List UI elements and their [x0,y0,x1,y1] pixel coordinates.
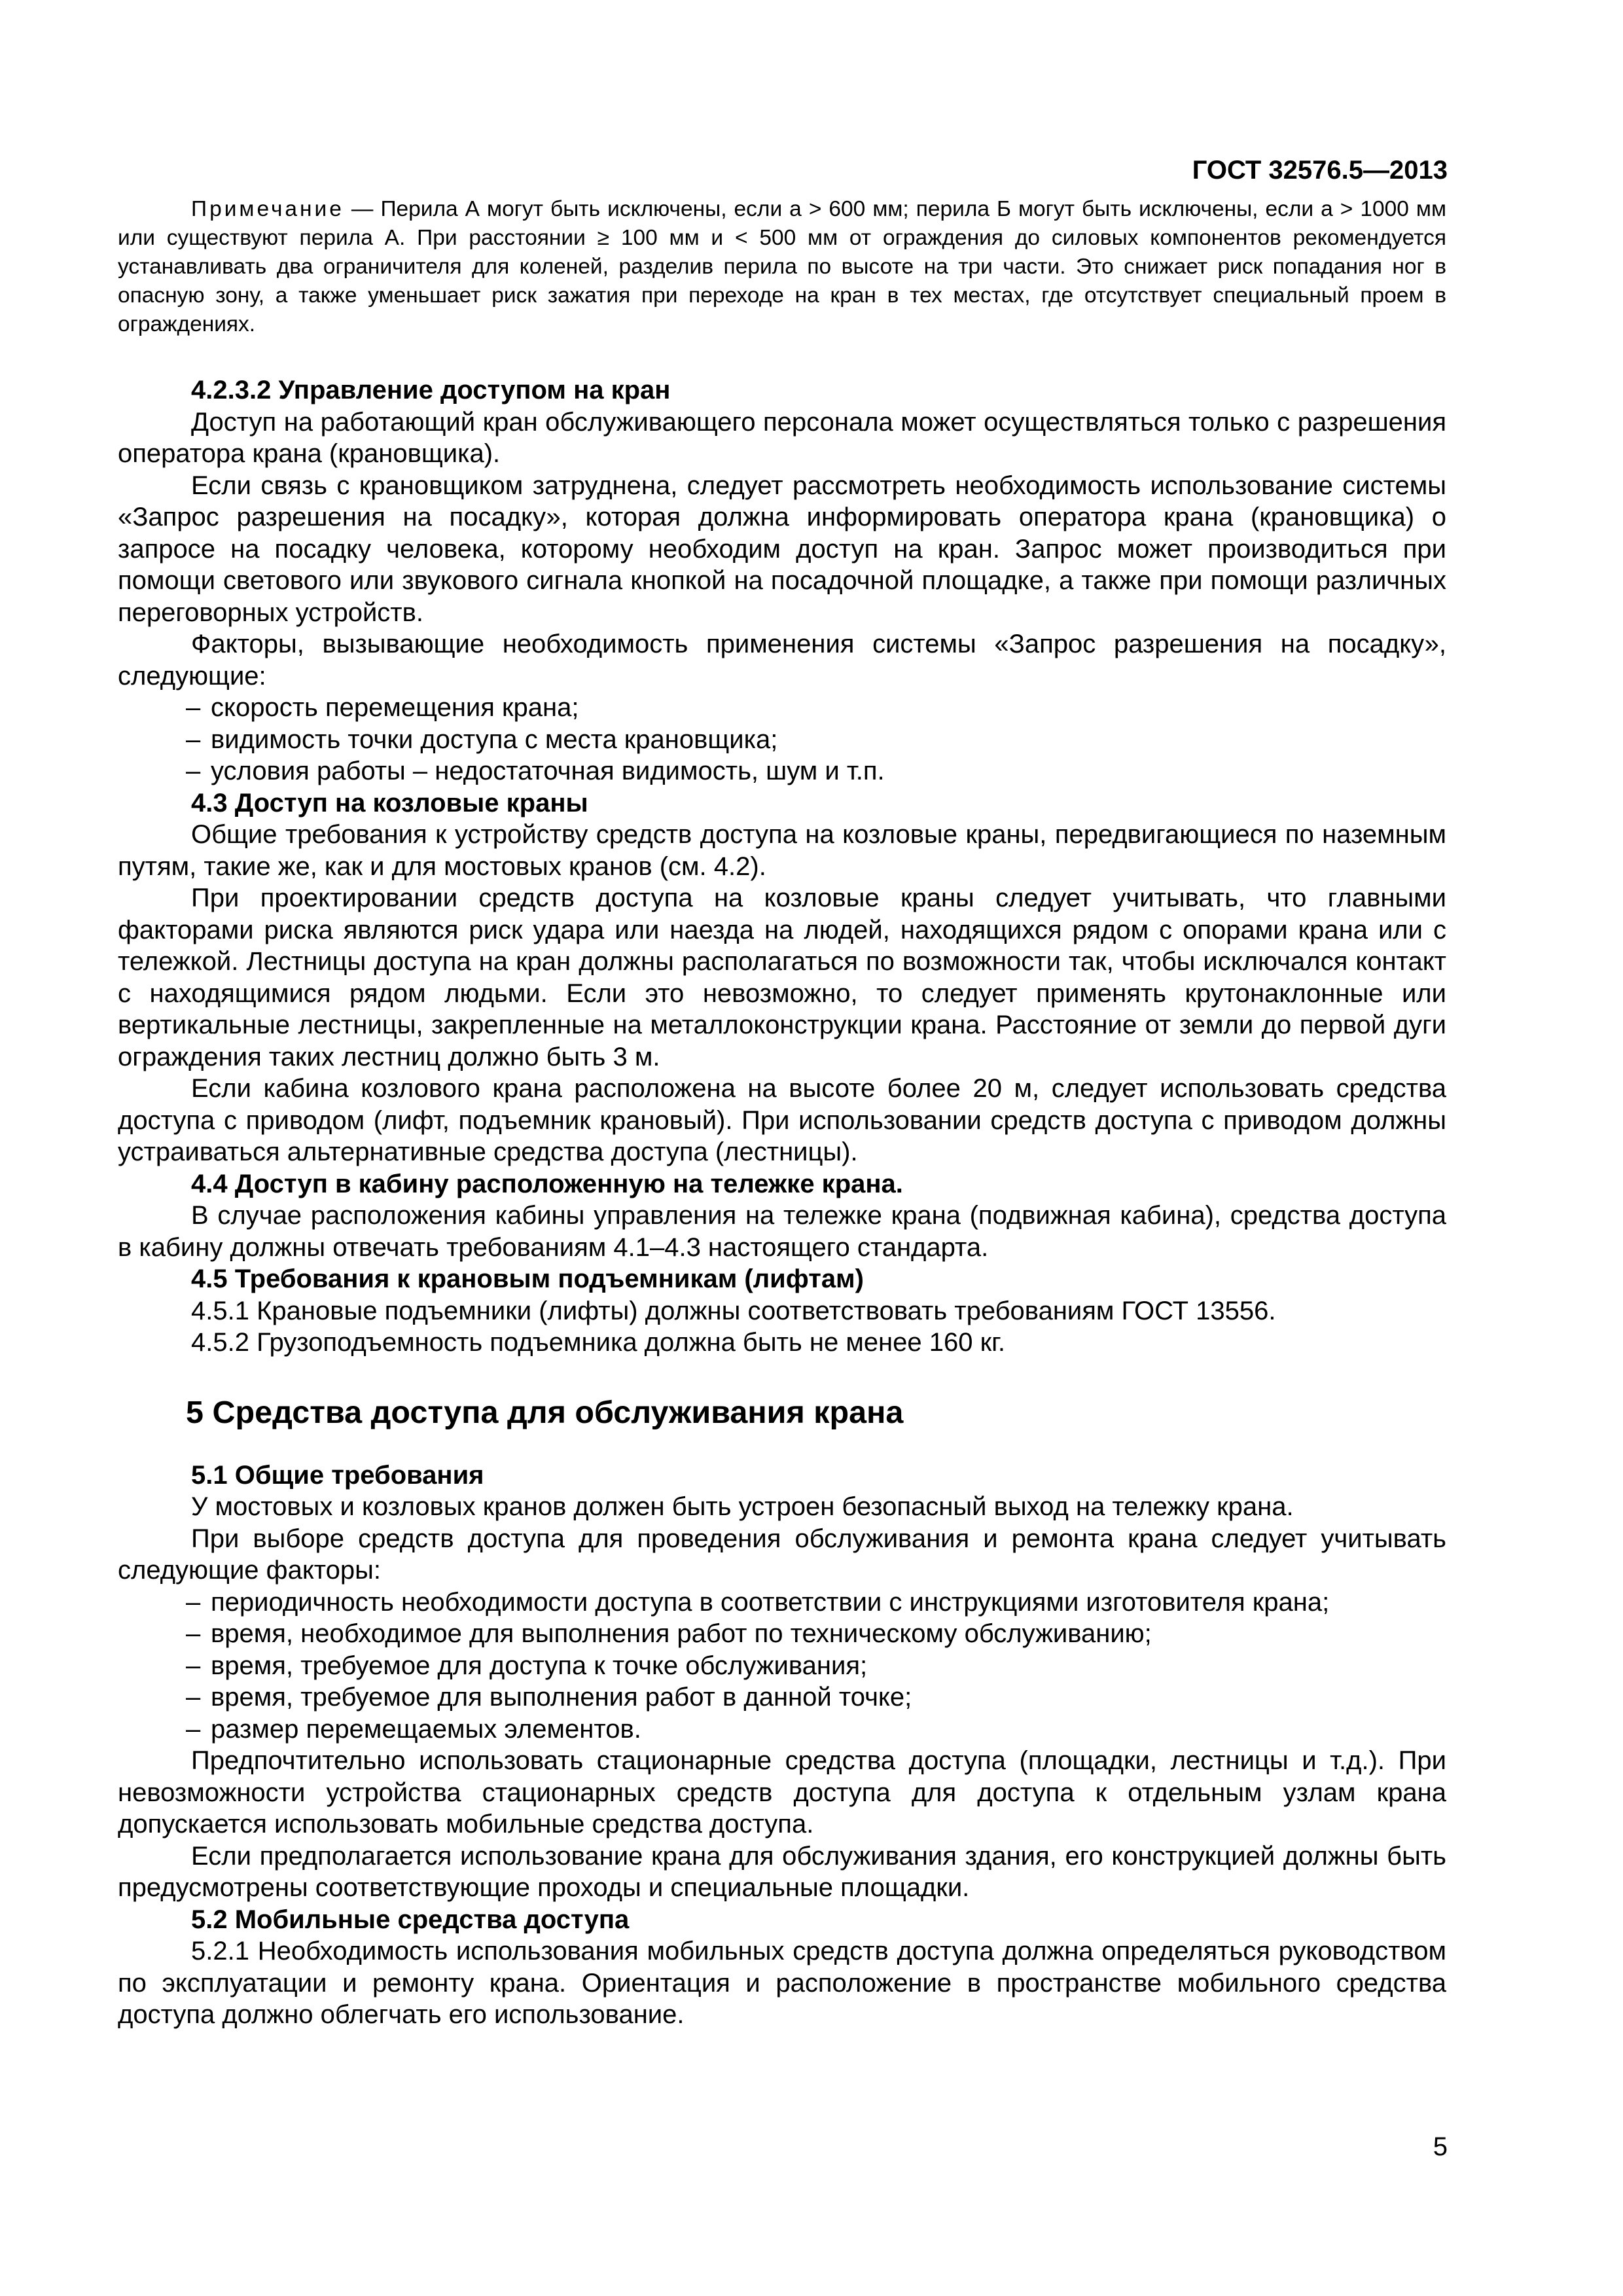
paragraph: У мостовых и козловых кранов должен быть устроен безопасный выход на тележку крана. [191,1492,1294,1521]
dash-bullet-icon: – [186,1587,201,1617]
heading-5-2: 5.2 Мобильные средства доступа [191,1905,630,1934]
paragraph: В случае расположения кабины управления на тележке крана (подвижная кабина), средства доступа в кабину должны отвечать требованиям 4.1–4.3 настоящего стандарта. [118,1201,1446,1262]
paragraph: Факторы, вызывающие необходимость применения системы «Запрос разрешения на посадку», следующие: [118,630,1446,691]
list-item: – условия работы – недостаточная видимость, шум и т.п. [118,755,1446,787]
heading-5: 5 Средства доступа для обслуживания крана [186,1394,904,1430]
note-label: Примечание [191,197,344,221]
paragraph: Доступ на работающий кран обслуживающего персонала может осуществляться только с разрешения оператора крана (крановщика). [118,407,1446,468]
paragraph: При выборе средств доступа для проведения обслуживания и ремонта крана следует учитывать следующие факторы: [118,1524,1446,1585]
heading-4-3: 4.3 Доступ на козловые краны [191,788,588,817]
paragraph: 4.5.1 Крановые подъемники (лифты) должны соответствовать требованиям ГОСТ 13556. [191,1296,1276,1325]
paragraph: Предпочтительно использовать стационарные средства доступа (площадки, лестницы и т.д.). При невозможности устройства стационарных средств доступа для доступа к отдельным узлам крана допускается использовать мобильные средства доступа. [118,1746,1446,1839]
dash-bullet-icon: – [186,757,201,785]
paragraph: 4.5.2 Грузоподъемность подъемника должна быть не менее 160 кг. [191,1328,1005,1357]
dash-bullet-icon: – [186,1651,201,1680]
paragraph: Если предполагается использование крана для обслуживания здания, его конструкцией должны быть предусмотрены соответствующие проходы и специальные площадки. [118,1841,1446,1902]
paragraph: Если связь с крановщиком затруднена, следует рассмотреть необходимость использование системы «Запрос разрешения на посадку», которая должна информировать оператора крана (крановщика) о запросе на посадку человека, которому необходим доступ на кран. Запрос может производиться при помощи светового или звукового сигнала кнопкой на посадочной площадке, а также при помощи различных переговорных устройств. [118,471,1446,627]
paragraph: При проектировании средств доступа на козловые краны следует учитывать, что главными факторами риска являются риск удара или наезда на людей, находящихся рядом с опорами крана или с тележкой. Лестницы доступа на кран должны располагаться по возможности так, чтобы исключался контакт с находящимися рядом людьми. Если это невозможно, то следует применять крутонаклонные или вертикальные лестницы, закрепленные на металлоконструкции крана. Расстояние от земли до первой дуги ограждения таких лестниц должно быть 3 м. [118,884,1446,1071]
list-item: – видимость точки доступа с места крановщика; [118,724,1446,756]
document-id-header: ГОСТ 32576.5—2013 [1192,156,1448,185]
dash-bullet-icon: – [186,1619,201,1648]
dash-bullet-icon: – [186,693,201,722]
page-number: 5 [1433,2132,1448,2161]
document-body [118,195,1446,2031]
list-item: – размер перемещаемых элементов. [118,1713,1446,1746]
heading-5-1: 5.1 Общие требования [191,1460,484,1490]
note-text: — Перила А могут быть исключены, если a > 600 мм; перила Б могут быть исключены, если a > 1000 мм или существуют перила А. При расстоянии ≥ 100 мм и < 500 мм от ограждения до силовых компонентов рекомендуется устанавливать два ограничителя для коленей, разделив перила по высоте на три части. Это снижает риск попадания ног в опасную зону, а также уменьшает риск зажатия при переходе на кран в тех местах, где отсутствует специальный проем в ограждениях. [118,197,1446,336]
heading-4-4: 4.4 Доступ в кабину расположенную на тележке крана. [191,1169,903,1198]
list-item: – время, необходимое для выполнения работ по техническому обслуживанию; [118,1618,1446,1650]
paragraph: Если кабина козлового крана расположена на высоте более 20 м, следует использовать средства доступа с приводом (лифт, подъемник крановый). При использовании средств доступа с приводом должны устраиваться альтернативные средства доступа (лестницы). [118,1074,1446,1166]
list-item: – скорость перемещения крана; [118,692,1446,724]
list-item: – периодичность необходимости доступа в соответствии с инструкциями изготовителя крана; [118,1587,1446,1619]
paragraph: Общие требования к устройству средств доступа на козловые краны, передвигающиеся по наземным путям, такие же, как и для мостовых кранов (см. 4.2). [118,820,1446,881]
dash-bullet-icon: – [186,1714,201,1744]
paragraph: 5.2.1 Необходимость использования мобильных средств доступа должна определяться руководством по эксплуатации и ремонту крана. Ориентация и расположение в пространстве мобильного средства доступа должно облегчать его использование. [118,1937,1446,2029]
list-item: – время, требуемое для доступа к точке обслуживания; [118,1650,1446,1682]
dash-bullet-icon: – [186,1683,201,1712]
list-item: – время, требуемое для выполнения работ в данной точке; [118,1681,1446,1713]
note-block [118,195,1446,339]
heading-4-2-3-2: 4.2.3.2 Управление доступом на кран [191,376,671,404]
heading-4-5: 4.5 Требования к крановым подъемникам (лифтам) [191,1265,864,1293]
dash-bullet-icon: – [186,725,201,754]
